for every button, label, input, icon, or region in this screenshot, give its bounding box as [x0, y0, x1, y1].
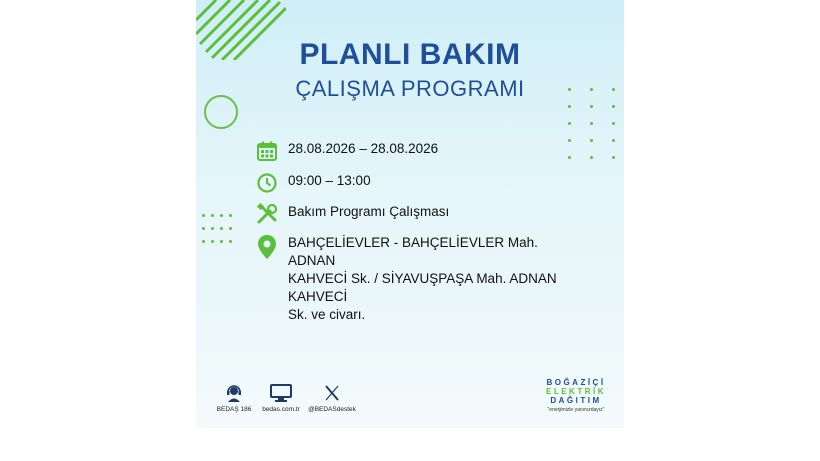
date-range: 28.08.2026 – 28.08.2026	[288, 141, 439, 156]
date-row	[256, 140, 438, 162]
page-subtitle: ÇALIŞMA PROGRAMI	[295, 76, 525, 101]
footer-phone: BEDAŞ 186	[214, 384, 254, 413]
tools-icon	[256, 203, 278, 225]
footer-social: @BEDASdestek	[306, 384, 358, 413]
address-row	[256, 234, 568, 324]
time-range: 09:00 – 13:00	[288, 173, 371, 188]
headset-icon	[225, 384, 243, 402]
company-logo: BOĞAZİÇİ ELEKTRİK DAĞITIM "enerjimizle yanınızdayız"	[546, 378, 606, 413]
address	[288, 234, 568, 324]
page-title: PLANLI BAKIM	[299, 38, 521, 71]
monitor-icon	[270, 384, 292, 402]
footer-web: bedas.com.tr	[256, 384, 306, 413]
address-line-1: BAHÇELİEVLER - BAHÇELİEVLER Mah. ADNAN	[288, 235, 538, 268]
decorative-dots-left	[202, 214, 232, 243]
address-line-3: Sk. ve civarı.	[288, 307, 366, 322]
address-line-2: KAHVECİ Sk. / SİYAVUŞPAŞA Mah. ADNAN KAHVECİ	[288, 271, 557, 304]
calendar-icon	[256, 140, 278, 162]
time-row	[256, 172, 371, 194]
clock-icon	[256, 172, 278, 194]
x-logo-icon	[324, 384, 340, 402]
work-row	[256, 203, 449, 225]
work-description: Bakım Programı Çalışması	[288, 204, 450, 219]
announcement-card	[196, 0, 624, 428]
location-pin-icon	[256, 234, 278, 260]
